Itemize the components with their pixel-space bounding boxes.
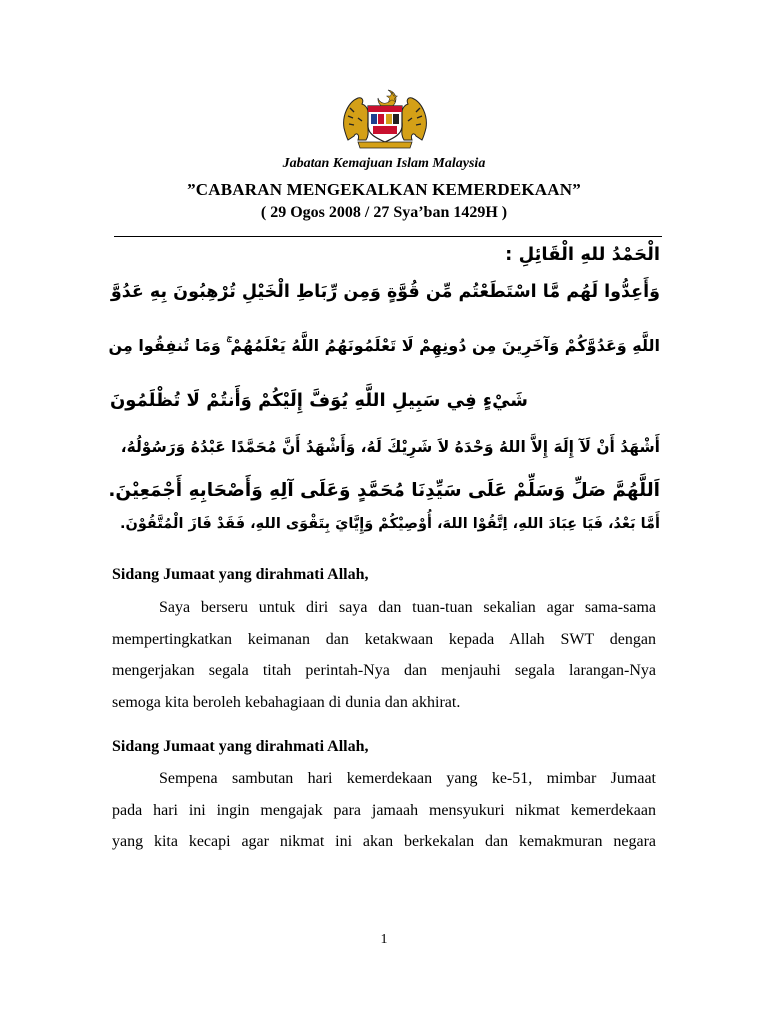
arabic-shahada: أَشْهَدُ أَنْ لَآ إِلَهَ إِلاَّ اللهُ وَحْدَهُ لاَ شَرِيْكَ لَهُ، وَأَشْهَدُ أَنَّ مُحَمَّدًا عَبْدُهُ وَرَسُوْلُهُ،: [120, 438, 660, 456]
paragraph: [112, 763, 656, 858]
agency-name: Jabatan Kemajuan Islam Malaysia: [282, 156, 486, 171]
paragraph: [112, 592, 656, 718]
page-number: 1: [380, 932, 388, 947]
section-heading: Sidang Jumaat yang dirahmati Allah,: [112, 566, 369, 583]
arabic-opening: الْحَمْدُ للهِ الْقَائِلِ :: [505, 244, 660, 265]
quran-verse-line: وَأَعِدُّوا لَهُم مَّا اسْتَطَعْتُم مِّن قُوَّةٍ وَمِن رِّبَاطِ الْخَيْلِ تُرْهِبُونَ بِهِ عَدُوَّ: [110, 282, 660, 302]
sermon-date: ( 29 Ogos 2008 / 27 Sya’ban 1429H ): [260, 204, 508, 221]
paragraph-line: mengerjakan segala titah perintah-Nya dan menjauhi segala larangan-Nya: [112, 662, 656, 679]
section-heading: Sidang Jumaat yang dirahmati Allah,: [112, 738, 369, 755]
paragraph-line: Sempena sambutan hari kemerdekaan yang ke-51, mimbar Jumaat: [159, 770, 656, 787]
quran-verse-line: اللَّهِ وَعَدُوَّكُمْ وَآخَرِينَ مِن دُونِهِمْ لَا تَعْلَمُونَهُمُ اللَّهُ يَعْلَمُهُمْ ۚ وَمَا تُنفِقُوا مِن: [108, 336, 660, 355]
header-divider: [114, 236, 662, 237]
arabic-salawat: اَللَّهُمَّ صَلِّ وَسَلِّمْ عَلَى سَيِّدِنَا مُحَمَّدٍ وَعَلَى آلِهِ وَأَصْحَابِهِ أَجْمَعِيْنَ.: [108, 480, 660, 501]
paragraph-line: pada hari ini ingin mengajak para jamaah mensyukuri nikmat kemerdekaan: [112, 801, 656, 819]
paragraph-line: Saya berseru untuk diri saya dan tuan-tuan sekalian agar sama-sama: [159, 599, 656, 616]
arabic-amma-bad: أَمَّا بَعْدُ، فَيَا عِبَادَ اللهِ، اِتَّقُوْا اللهَ، أُوْصِيْكُمْ وَإِيَّايَ بِتَقْوَى اللهِ، فَقَدْ فَازَ الْمُتَّقُوْنَ.: [119, 516, 660, 532]
sermon-title: ”CABARAN MENGEKALKAN KEMERDEKAAN”: [187, 180, 581, 199]
paragraph-line: semoga kita beroleh kebahagiaan di dunia dan akhirat.: [112, 693, 461, 711]
paragraph-line: mempertingkatkan keimanan dan ketakwaan kepada Allah SWT dengan: [112, 630, 656, 648]
malaysia-coat-of-arms-icon: [340, 88, 430, 150]
paragraph-line: yang kita kecapi agar nikmat ini akan berkekalan dan kemakmuran negara: [112, 833, 656, 850]
quran-verse-line: شَيْءٍ فِي سَبِيلِ اللَّهِ يُوَفَّ إِلَيْكُمْ وَأَنتُمْ لَا تُظْلَمُونَ: [109, 390, 528, 411]
